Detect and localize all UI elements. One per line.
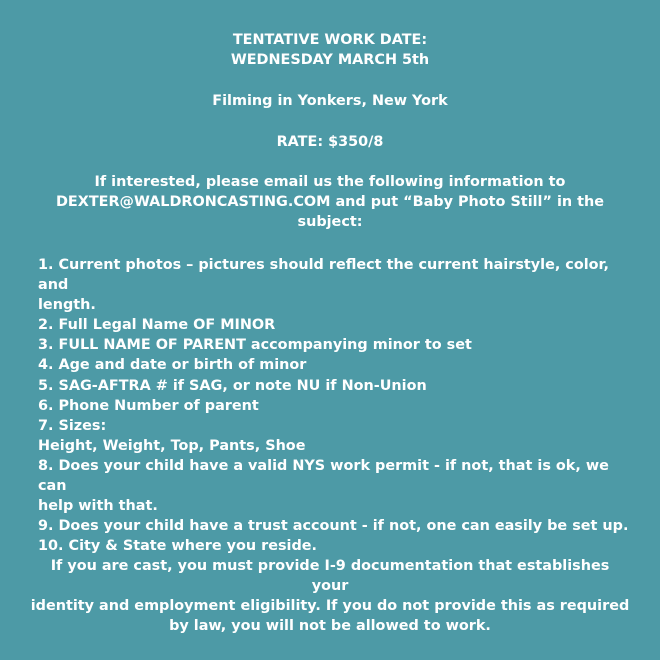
requirement-item: 10. City & State where you reside. — [38, 538, 318, 555]
requirement-item: 8. Does your child have a valid NYS work permit - if not, that is ok, we can — [38, 457, 609, 495]
requirement-item: help with that. — [38, 498, 158, 515]
requirement-item: 5. SAG-AFTRA # if SAG, or note NU if Non-Union — [38, 377, 427, 394]
notice-line: If you are cast, you must provide I-9 documentation that establishes your — [50, 558, 610, 594]
pay-rate: RATE: $350/8 — [276, 134, 384, 150]
work-date-value: WEDNESDAY MARCH 5th — [230, 52, 430, 68]
instructions-line: If interested, please email us the following information to — [94, 174, 566, 190]
requirement-item: 3. FULL NAME OF PARENT accompanying minor to set — [38, 337, 472, 354]
requirement-item: 1. Current photos – pictures should reflect the current hairstyle, color, and — [38, 257, 609, 294]
notice-line: identity and employment eligibility. If you do not provide this as required — [30, 598, 630, 614]
requirement-item: length. — [38, 297, 96, 314]
requirement-item: 2. Full Legal Name OF MINOR — [38, 317, 276, 334]
requirement-item: 7. Sizes: — [38, 417, 107, 434]
notice-line: by law, you will not be allowed to work. — [169, 618, 491, 634]
instructions-line: subject: — [297, 214, 363, 230]
requirements-list — [38, 255, 638, 556]
requirement-item: 9. Does your child have a trust account - if not, one can easily be set up. — [38, 518, 629, 535]
requirement-item: 6. Phone Number of parent — [38, 397, 259, 414]
i9-notice — [30, 556, 630, 636]
email-instructions — [30, 172, 630, 232]
work-date-label: TENTATIVE WORK DATE: — [232, 32, 428, 48]
requirement-item: Height, Weight, Top, Pants, Shoe — [38, 437, 306, 454]
requirement-item: 4. Age and date or birth of minor — [38, 357, 307, 374]
work-date-heading — [0, 30, 660, 70]
filming-location: Filming in Yonkers, New York — [212, 93, 448, 109]
instructions-line: DEXTER@WALDRONCASTING.COM and put “Baby Photo Still” in the — [55, 194, 605, 210]
